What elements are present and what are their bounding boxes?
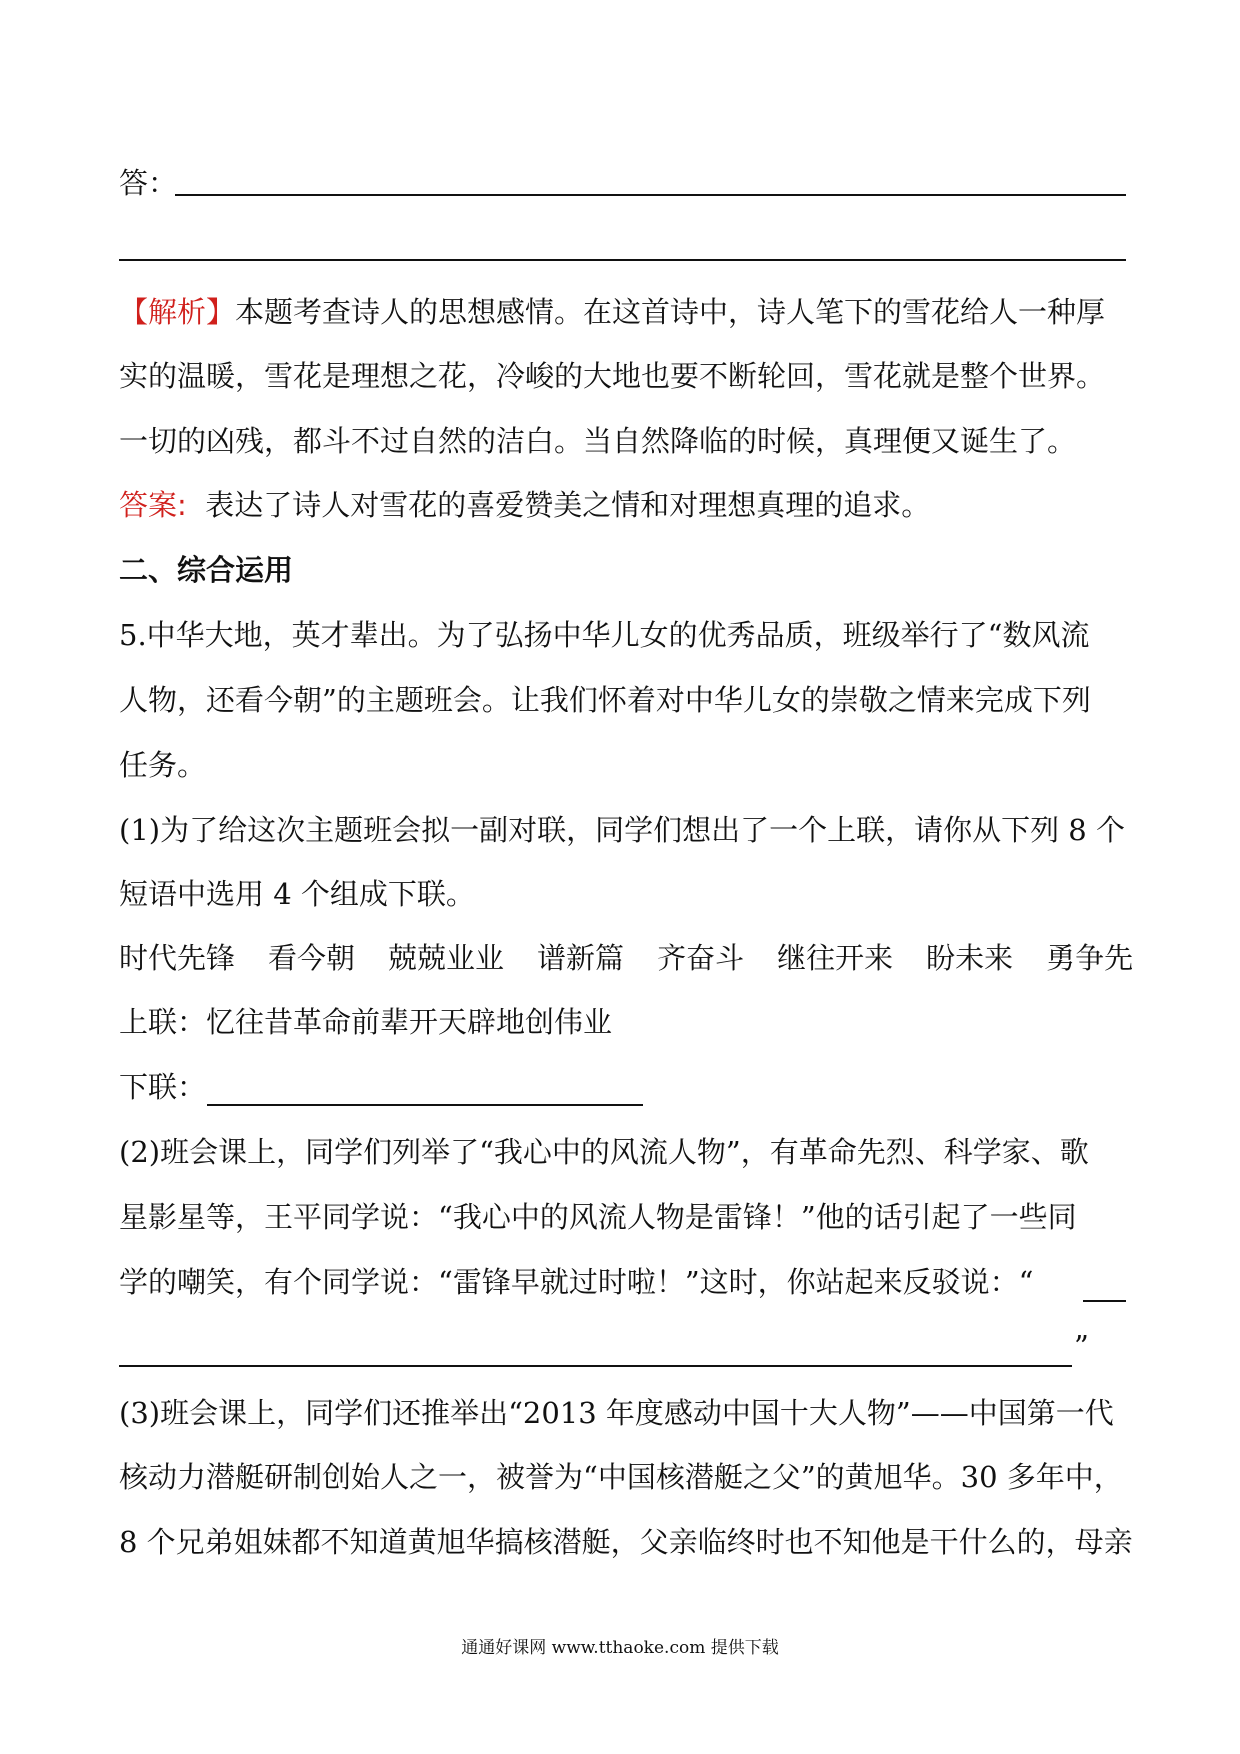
phrase-item: 齐奋斗 bbox=[657, 941, 745, 975]
q5-part2-line-3: 学的嘲笑，有个同学说：“雷锋早就过时啦！”这时，你站起来反驳说：“ bbox=[119, 1265, 1034, 1299]
answer-tag: 答案: bbox=[119, 488, 187, 522]
q5-part3-line-1: (3)班会课上，同学们还推举出“2013 年度感动中国十大人物”——中国第一代 bbox=[119, 1396, 1114, 1430]
q5-line-2: 人物，还看今朝”的主题班会。让我们怀着对中华儿女的崇敬之情来完成下列 bbox=[119, 683, 1091, 717]
footer-text: 通通好课网 www.tthaoke.com 提供下载 bbox=[461, 1638, 779, 1658]
answer-line bbox=[119, 485, 930, 525]
q5-part2-line-1: (2)班会课上，同学们列举了“我心中的风流人物”，有革命先烈、科学家、歌 bbox=[119, 1135, 1089, 1169]
phrase-list bbox=[119, 938, 1133, 978]
answer-blank-line-2[interactable] bbox=[119, 259, 1126, 261]
answer-blank-line-1[interactable] bbox=[175, 194, 1126, 196]
lower-couplet-label: 下联： bbox=[119, 1070, 207, 1104]
q5-part3-line-3: 8 个兄弟姐妹都不知道黄旭华搞核潜艇，父亲临终时也不知他是干什么的，母亲 bbox=[119, 1525, 1133, 1559]
q5-line-1: 5.中华大地，英才辈出。为了弘扬中华儿女的优秀品质，班级举行了“数风流 bbox=[119, 618, 1090, 652]
answer-text: 表达了诗人对雪花的喜爱赞美之情和对理想真理的追求。 bbox=[205, 488, 931, 522]
q5-part1-line-2: 短语中选用 4 个组成下联。 bbox=[119, 877, 475, 911]
q5-line-3: 任务。 bbox=[119, 748, 207, 782]
analysis-line-2: 实的温暖，雪花是理想之花，冷峻的大地也要不断轮回，雪花就是整个世界。 bbox=[119, 359, 1106, 393]
rebuttal-blank-2[interactable] bbox=[119, 1365, 1072, 1367]
phrase-item: 兢兢业业 bbox=[388, 941, 505, 975]
section-title: 二、综合运用 bbox=[119, 553, 294, 587]
phrase-item: 谱新篇 bbox=[537, 941, 625, 975]
analysis-line-3: 一切的凶残，都斗不过自然的洁白。当自然降临的时候，真理便又诞生了。 bbox=[119, 424, 1077, 458]
phrase-item: 勇争先 bbox=[1046, 941, 1134, 975]
phrase-item: 时代先锋 bbox=[119, 941, 236, 975]
analysis-text-1: 本题考查诗人的思想感情。在这首诗中，诗人笔下的雪花给人一种厚 bbox=[235, 295, 1106, 329]
phrase-item: 盼未来 bbox=[926, 941, 1014, 975]
answer-label: 答： bbox=[119, 166, 178, 200]
upper-couplet: 上联：忆往昔革命前辈开天辟地创伟业 bbox=[119, 1005, 613, 1039]
phrase-item: 看今朝 bbox=[268, 941, 356, 975]
phrase-item: 继往开来 bbox=[777, 941, 894, 975]
q5-part2-line-2: 星影星等，王平同学说：“我心中的风流人物是雷锋！”他的话引起了一些同 bbox=[119, 1200, 1077, 1234]
analysis-line-1 bbox=[119, 292, 1105, 332]
lower-couplet-blank[interactable] bbox=[207, 1104, 643, 1106]
q5-part3-line-2: 核动力潜艇研制创始人之一，被誉为“中国核潜艇之父”的黄旭华。30 多年中， bbox=[119, 1460, 1123, 1494]
rebuttal-close-quote: ” bbox=[1074, 1329, 1089, 1363]
q5-part1-line-1: (1)为了给这次主题班会拟一副对联，同学们想出了一个上联，请你从下列 8 个 bbox=[119, 813, 1125, 847]
rebuttal-blank-1[interactable] bbox=[1083, 1300, 1126, 1302]
analysis-tag: 【解析】 bbox=[119, 295, 236, 329]
